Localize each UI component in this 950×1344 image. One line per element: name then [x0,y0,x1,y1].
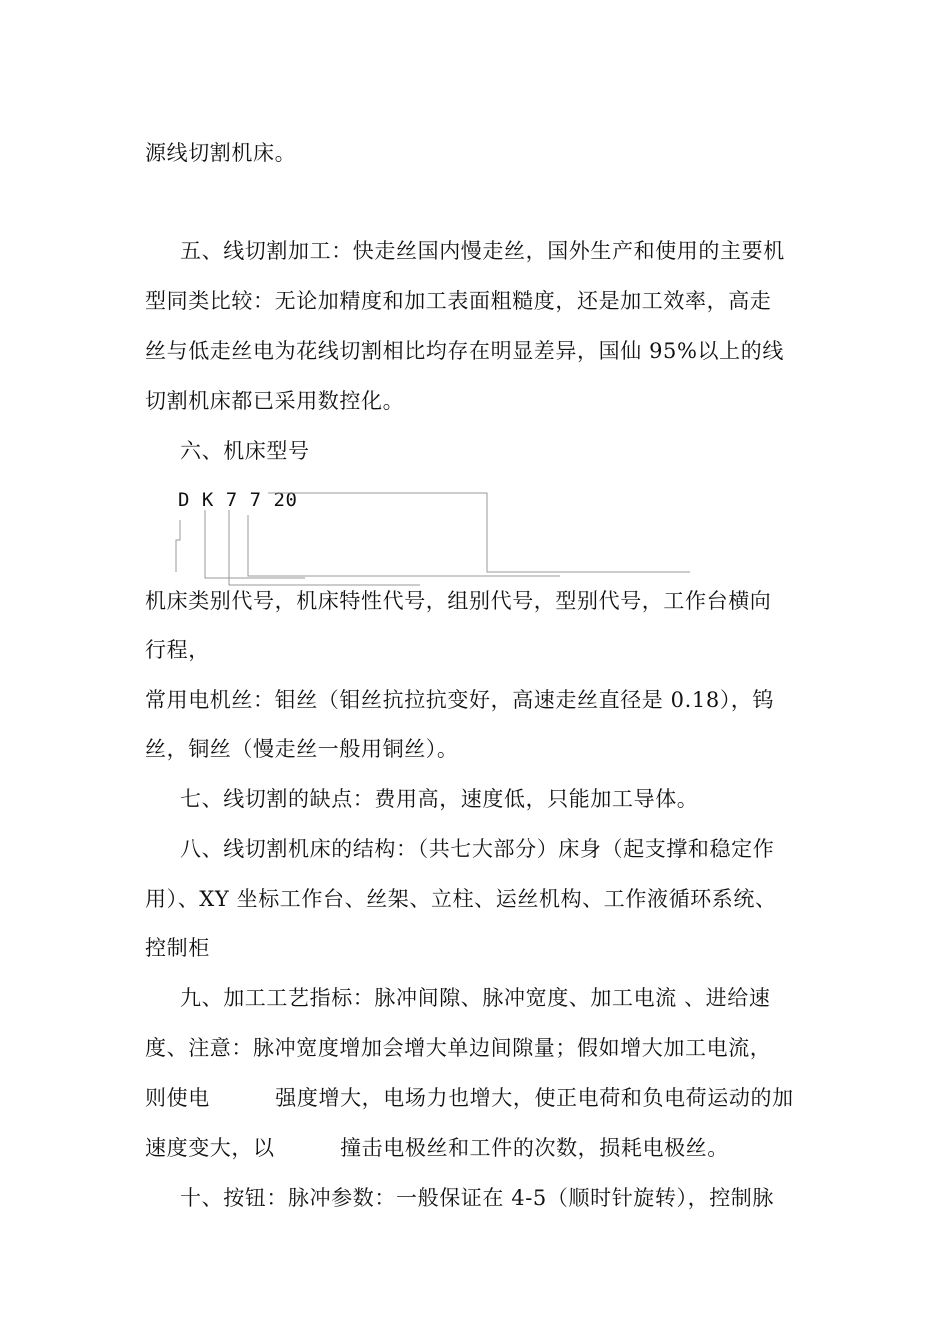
line-17: 则使电 强度增大，电场力也增大，使正电荷和负电荷运动的加 [145,1086,794,1110]
model-code-diagram [0,0,950,600]
line-1: 源线切割机床。 [145,141,297,165]
line-12: 八、线切割机床的结构：（共七大部分）床身（起支撑和稳定作 [180,837,775,861]
line-4: 丝与低走丝电为花线切割相比均存在明显差异，国仙 95%以上的线 [145,339,784,363]
line-3: 型同类比较：无论加精度和加工表面粗糙度，还是加工效率，高走 [145,289,772,313]
line-11: 七、线切割的缺点：费用高，速度低，只能加工导体。 [180,787,699,811]
line-8: 行程， [145,638,210,662]
line-7: 机床类别代号，机床特性代号，组别代号，型别代号，工作台横向 [145,589,772,613]
line-16: 度、注意：脉冲宽度增加会增大单边间隙量；假如增大加工电流， [145,1036,772,1060]
bracket-k [205,510,305,578]
line-15: 九、加工工艺指标：脉冲间隙、脉冲宽度、加工电流 、进给速 [180,986,771,1010]
line-2: 五、线切割加工：快走丝国内慢走丝，国外生产和使用的主要机 [180,239,785,263]
model-code: D K 7 7 20 [178,489,298,511]
bracket-d [176,520,180,572]
bracket-20 [268,493,690,572]
line-6: 六、机床型号 [180,439,310,463]
line-19: 十、按钮：脉冲参数：一般保证在 4-5（顺时针旋转），控制脉 [180,1186,774,1210]
line-13: 用）、XY 坐标工作台、丝架、立柱、运丝机构、工作液循环系统、 [145,887,777,911]
line-10: 丝，铜丝（慢走丝一般用铜丝）。 [145,737,459,761]
line-9: 常用电机丝：钼丝（钼丝抗拉抗变好，高速走丝直径是 0.18），钨 [145,688,775,712]
line-18: 速度变大，以 撞击电极丝和工件的次数，损耗电极丝。 [145,1136,729,1160]
bracket-7b [248,515,560,576]
bracket-7a [229,510,420,585]
line-5: 切割机床都已采用数控化。 [145,389,405,413]
line-14: 控制柜 [145,936,210,960]
